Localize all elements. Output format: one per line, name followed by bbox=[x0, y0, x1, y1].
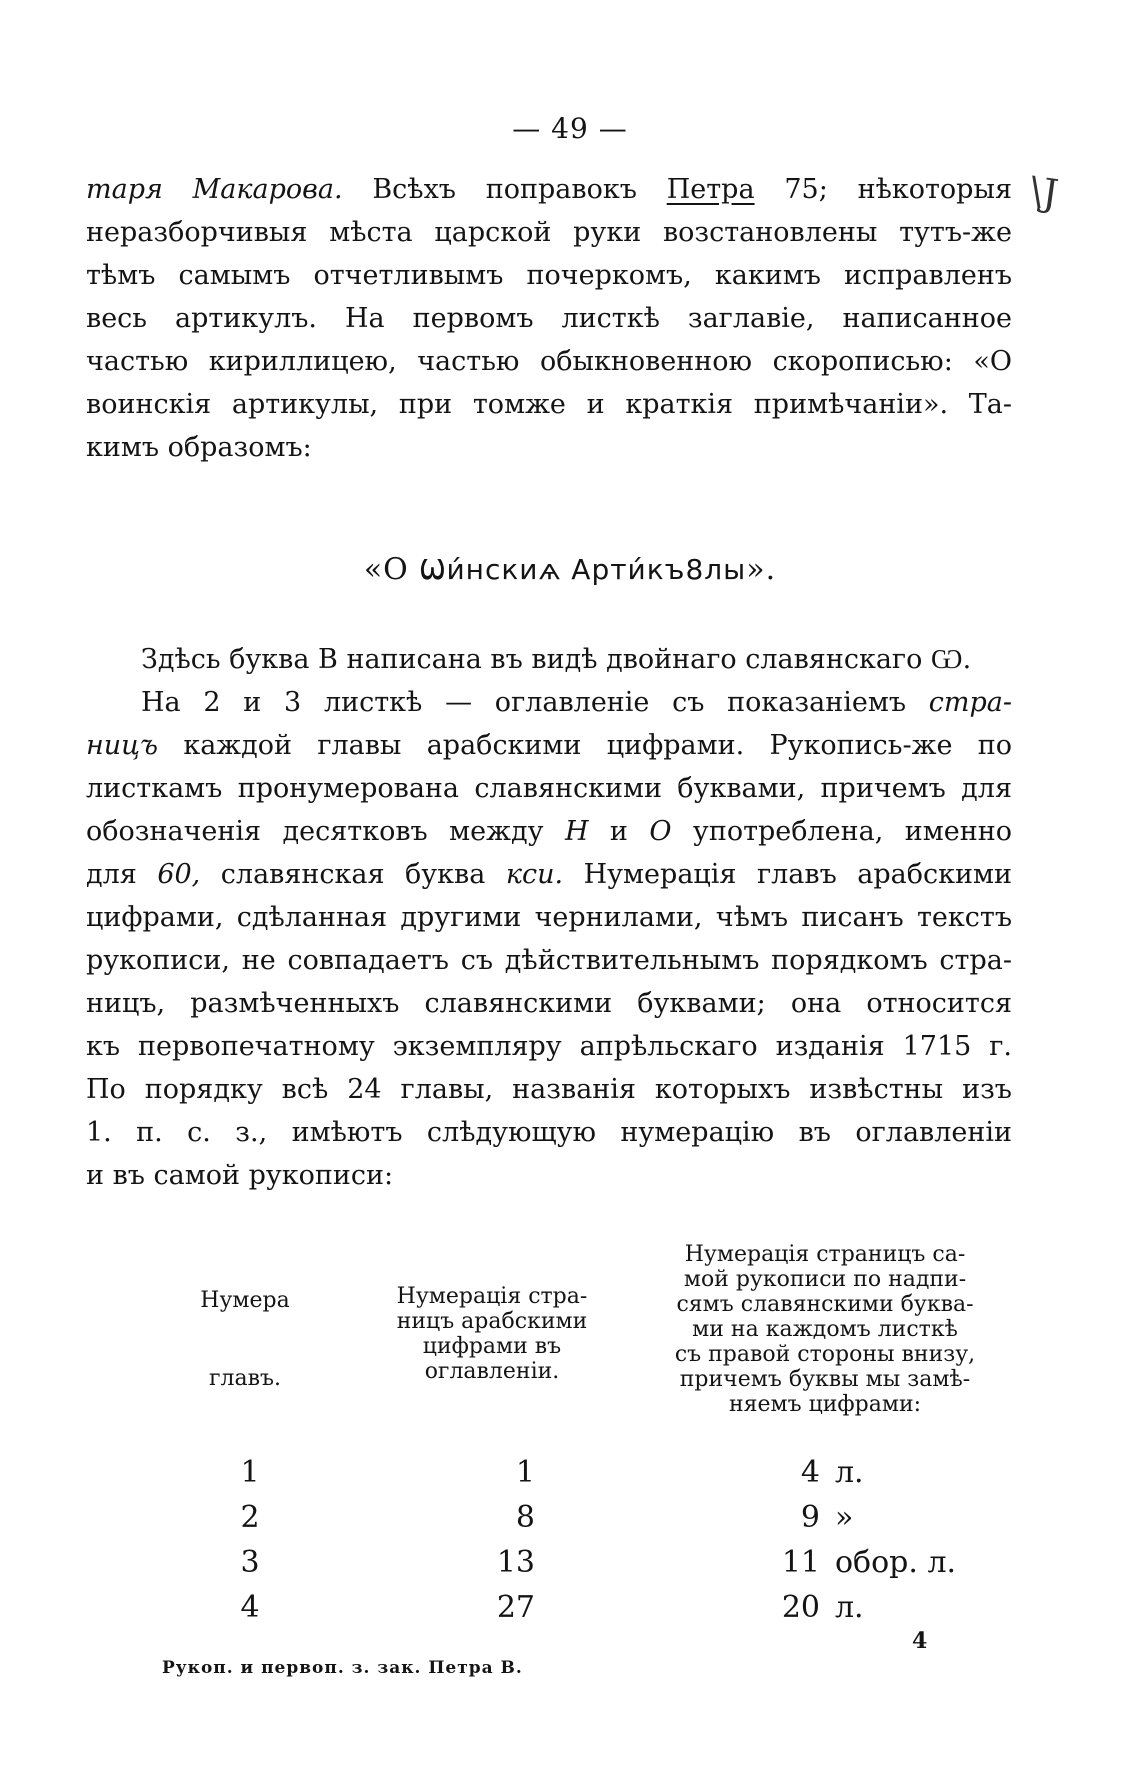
text-line bbox=[86, 638, 1012, 681]
slavonic-title bbox=[0, 552, 1140, 587]
chapter-number: 1 bbox=[240, 1455, 260, 1490]
text-line bbox=[86, 168, 1012, 211]
text-run: для bbox=[86, 859, 158, 890]
text-line bbox=[86, 340, 1012, 383]
leaf-number: 4 bbox=[800, 1455, 820, 1490]
chapter-number: 4 bbox=[240, 1590, 260, 1625]
leaf-suffix: » bbox=[835, 1500, 854, 1535]
text-run: Всѣхъ поправокъ bbox=[342, 174, 667, 205]
page-number: — 49 — bbox=[512, 112, 628, 145]
text-run: употреблена, именно bbox=[671, 816, 1012, 847]
text-line bbox=[86, 853, 1012, 896]
text-run: тѣмъ самымъ отчетливымъ почеркомъ, какимъ исправленъ bbox=[86, 260, 1012, 291]
col2-header bbox=[382, 1284, 602, 1384]
leaf-number: 11 bbox=[781, 1545, 820, 1580]
header-line: мой рукописи по надпи- bbox=[683, 1267, 967, 1292]
slavonic-title-text: Ѡи́нскиѧ Арти́къ8лы bbox=[419, 553, 747, 586]
text-run: цифрами, сдѣланная другими чернилами, чѣмъ писанъ текстъ bbox=[86, 902, 1012, 933]
text-line bbox=[86, 297, 1012, 340]
text-run: листкамъ пронумерована славянскими буквами, причемъ для bbox=[86, 773, 1012, 804]
header-line: Нумерація стра- bbox=[396, 1284, 588, 1309]
contents-page-number: 1 bbox=[515, 1455, 535, 1490]
text-line bbox=[86, 810, 1012, 853]
contents-page-number: 13 bbox=[496, 1545, 535, 1580]
text-line bbox=[86, 1111, 1012, 1154]
text-run: ницъ bbox=[86, 730, 159, 761]
text-run: Здѣсь буква bbox=[141, 644, 319, 675]
paragraph-2 bbox=[86, 638, 1012, 681]
text-line bbox=[86, 1068, 1012, 1111]
text-run: 75; нѣкоторыя bbox=[754, 174, 1012, 205]
text-run: весь артикулъ. На первомъ листкѣ заглавіе, написанное bbox=[86, 303, 1012, 334]
leaf-suffix: л. bbox=[835, 1590, 864, 1625]
text-run: В bbox=[318, 644, 338, 675]
chapter-number: 2 bbox=[240, 1500, 260, 1535]
header-line: ми на каждомъ листкѣ bbox=[692, 1317, 958, 1342]
paragraph-3 bbox=[86, 681, 1012, 1197]
leaf-suffix: л. bbox=[835, 1455, 864, 1490]
text-run: 1. п. с. з., имѣютъ слѣдующую нумерацію въ оглавленіи bbox=[86, 1117, 1012, 1148]
contents-page-number: 8 bbox=[515, 1500, 535, 1535]
text-run: О bbox=[649, 816, 672, 847]
text-run: ницъ, размѣченныхъ славянскими буквами; она относится bbox=[86, 988, 1012, 1019]
text-run: каждой главы арабскими цифрами. Рукопись-же по bbox=[158, 730, 1012, 761]
col3-header bbox=[660, 1242, 990, 1417]
text-run: 60, bbox=[157, 859, 201, 890]
paragraph-1 bbox=[86, 168, 1012, 469]
text-line bbox=[86, 724, 1012, 767]
text-run: славянская буква bbox=[200, 859, 506, 890]
leaf-suffix: обор. л. bbox=[835, 1545, 957, 1580]
text-line bbox=[86, 1025, 1012, 1068]
leaf-number: 9 bbox=[800, 1500, 820, 1535]
text-line bbox=[86, 254, 1012, 297]
header-line: цифрами въ bbox=[422, 1334, 562, 1359]
text-run: и въ самой рукописи: bbox=[86, 1160, 394, 1191]
text-line bbox=[86, 211, 1012, 254]
header-line: причемъ буквы мы замѣ- bbox=[679, 1367, 971, 1392]
text-line bbox=[86, 681, 1012, 724]
text-run: и bbox=[588, 816, 650, 847]
text-run: воинскія артикулы, при томже и краткія примѣчаніи». Та- bbox=[86, 389, 1012, 420]
header-line: ницъ арабскими bbox=[396, 1309, 588, 1334]
text-line bbox=[86, 982, 1012, 1025]
text-line bbox=[86, 767, 1012, 810]
col1-header-bottom: главъ. bbox=[209, 1366, 281, 1391]
text-run: тaря Макарова. bbox=[86, 174, 343, 205]
text-run: неразборчивыя мѣста царской руки возстановлены тутъ-же bbox=[86, 217, 1012, 248]
chapter-number: 3 bbox=[240, 1545, 260, 1580]
text-run: обозначенія десятковъ между bbox=[86, 816, 565, 847]
header-line: сямъ славянскими буква- bbox=[676, 1292, 974, 1317]
header-line: оглавленіи. bbox=[424, 1359, 560, 1384]
slavonic-title-close: ». bbox=[746, 552, 777, 587]
text-run: стра- bbox=[928, 687, 1012, 718]
contents-page-number: 27 bbox=[496, 1590, 535, 1625]
text-run: къ первопечатному экземпляру апрѣльскаго изданія 1715 г. bbox=[86, 1031, 1012, 1062]
text-run: кси. bbox=[505, 859, 564, 890]
text-run: кимъ образомъ: bbox=[86, 432, 312, 463]
header-line: Нумерація страницъ са- bbox=[684, 1242, 966, 1267]
text-run: Петра bbox=[666, 174, 755, 205]
text-line bbox=[86, 896, 1012, 939]
text-run: написана въ видѣ двойнаго славянскаго Ѡ. bbox=[337, 644, 972, 675]
text-run: На 2 и 3 листкѣ — оглавленіе съ показаніемъ bbox=[141, 687, 929, 718]
text-run: Н bbox=[564, 816, 589, 847]
margin-handwritten-mark: \J bbox=[1027, 168, 1061, 216]
text-run: рукописи, не совпадаетъ съ дѣйствительнымъ порядкомъ стра- bbox=[86, 945, 1012, 976]
text-line bbox=[86, 939, 1012, 982]
signature-mark: 4 bbox=[912, 1628, 928, 1654]
text-run: частью кириллицею, частью обыкновенною скорописью: «О bbox=[86, 346, 1012, 377]
text-line bbox=[86, 383, 1012, 426]
leaf-number: 20 bbox=[781, 1590, 820, 1625]
text-line bbox=[86, 426, 1012, 469]
header-line: няемъ цифрами: bbox=[728, 1392, 922, 1417]
text-line bbox=[86, 1154, 1012, 1197]
col1-header-top: Нумера bbox=[200, 1288, 290, 1313]
footer-note: Рукоп. и первоп. з. зак. Петра В. bbox=[162, 1658, 523, 1678]
text-run: По порядку всѣ 24 главы, названія которыхъ извѣстны изъ bbox=[86, 1074, 1012, 1105]
slavonic-title-open: «О bbox=[363, 552, 420, 587]
text-run: Нумерація главъ арабскими bbox=[563, 859, 1012, 890]
header-line: съ правой стороны внизу, bbox=[674, 1342, 976, 1367]
